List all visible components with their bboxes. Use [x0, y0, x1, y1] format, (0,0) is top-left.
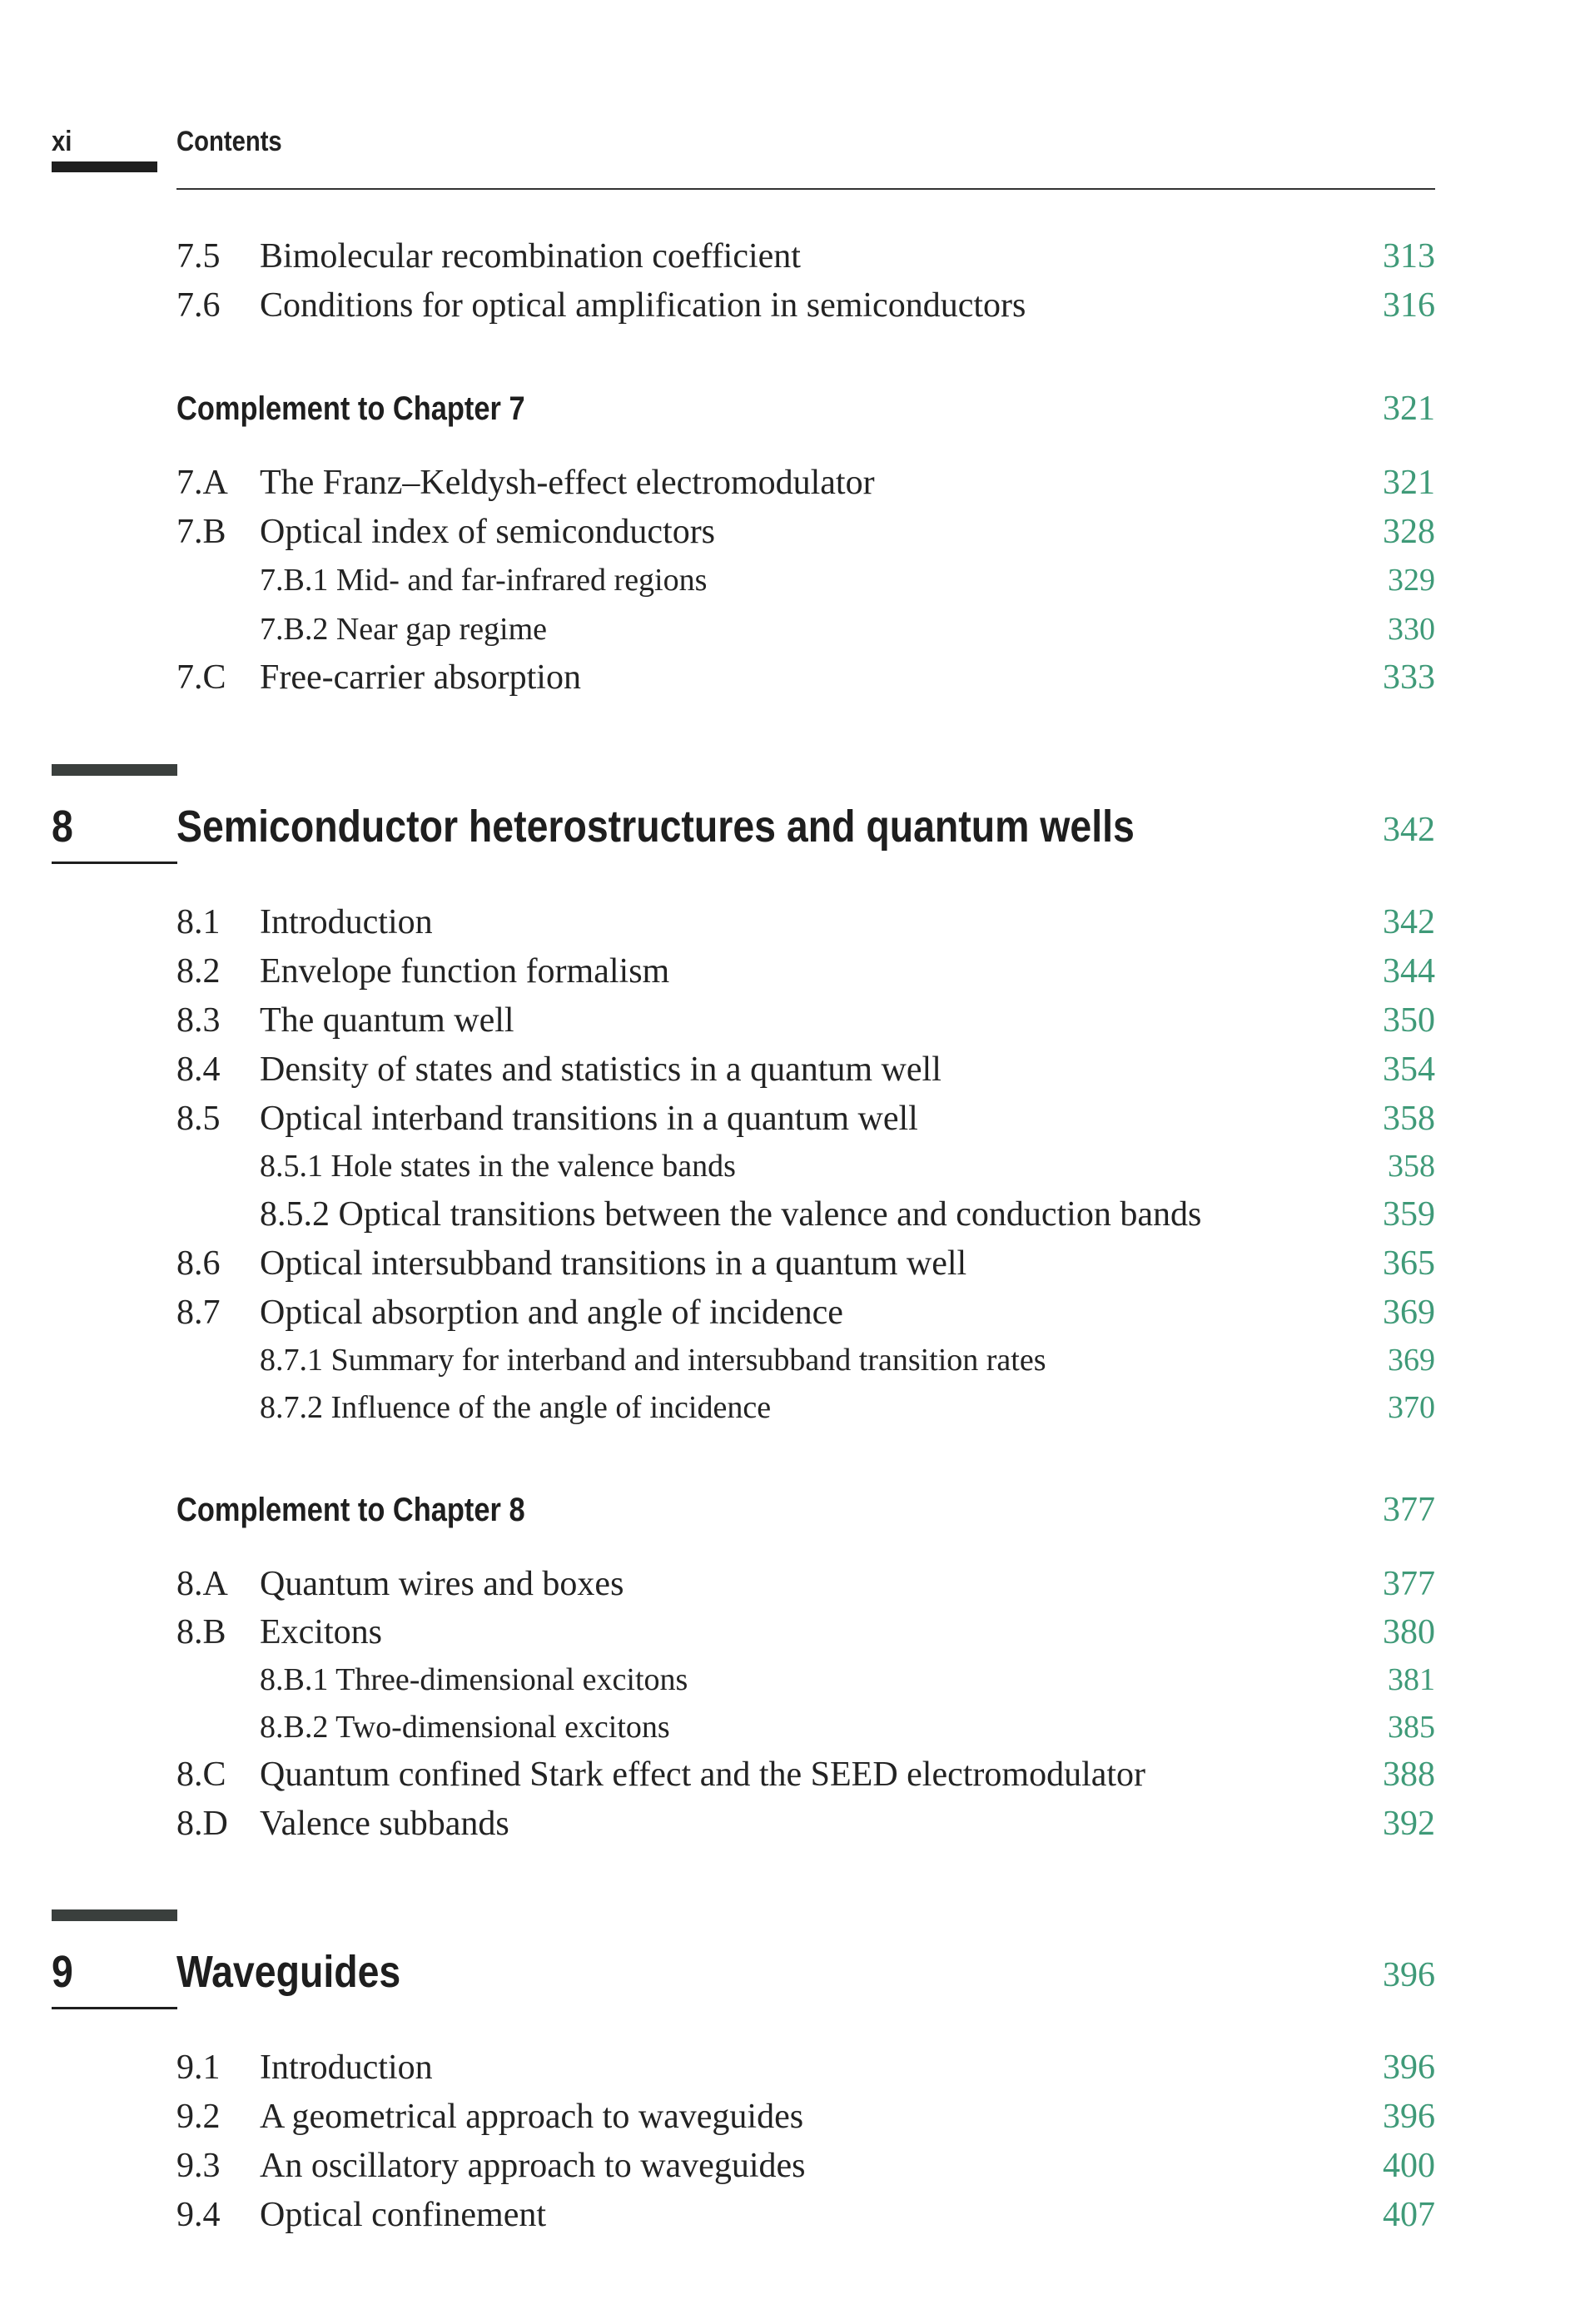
section-title: Introduction: [260, 903, 433, 941]
chapter-heading[interactable]: [52, 1943, 1435, 2001]
page-number[interactable]: 328: [1383, 513, 1435, 551]
section-number: 8.D: [176, 1805, 228, 1843]
section-number: 9.4: [176, 2196, 221, 2234]
subsection-title: 8.B.1 Three-dimensional excitons: [260, 1662, 688, 1697]
section-number: 7.5: [176, 237, 221, 276]
page-number[interactable]: 369: [1388, 1343, 1435, 1378]
header-rule: [176, 188, 1435, 190]
chapter-heading[interactable]: [52, 797, 1435, 856]
section-title: Quantum wires and boxes: [260, 1565, 624, 1603]
page-number[interactable]: 381: [1388, 1662, 1435, 1697]
page-number[interactable]: 380: [1383, 1613, 1435, 1651]
toc-entry[interactable]: [176, 1240, 1435, 1287]
section-number: 7.A: [176, 464, 228, 502]
toc-subentry[interactable]: [176, 1656, 1435, 1703]
section-title: Optical absorption and angle of incidence: [260, 1294, 843, 1332]
section-number: 8.5: [176, 1100, 221, 1138]
complement-title: Complement to Chapter 8: [176, 1492, 525, 1528]
section-title: Valence subbands: [260, 1805, 509, 1843]
section-title: The quantum well: [260, 1001, 514, 1040]
toc-entry[interactable]: [176, 899, 1435, 946]
page-number[interactable]: 388: [1383, 1755, 1435, 1794]
page-number[interactable]: 359: [1383, 1195, 1435, 1234]
complement-heading[interactable]: [176, 385, 1435, 432]
toc-entry[interactable]: [176, 997, 1435, 1044]
section-number: 7.B: [176, 513, 226, 551]
toc-subentry[interactable]: [176, 557, 1435, 603]
running-title: Contents: [176, 126, 282, 157]
section-title: Envelope function formalism: [260, 952, 670, 991]
chapter-bar: [52, 1909, 177, 1921]
chapter-underline: [52, 2007, 177, 2009]
page-number[interactable]: 407: [1383, 2196, 1435, 2234]
section-title: Optical confinement: [260, 2196, 547, 2234]
section-title: Quantum confined Stark effect and the SEED electromodulator: [260, 1755, 1146, 1794]
section-number: 8.4: [176, 1050, 221, 1089]
page-number[interactable]: 358: [1383, 1100, 1435, 1138]
page-number[interactable]: 358: [1388, 1149, 1435, 1184]
page-number[interactable]: 400: [1383, 2147, 1435, 2185]
page-number[interactable]: 342: [1383, 811, 1435, 849]
page-number[interactable]: 350: [1383, 1001, 1435, 1040]
section-number: 9.2: [176, 2098, 221, 2136]
page-number[interactable]: 396: [1383, 1956, 1435, 1994]
section-title: A geometrical approach to waveguides: [260, 2098, 804, 2136]
toc-entry[interactable]: [176, 1609, 1435, 1656]
toc-entry[interactable]: [176, 1800, 1435, 1847]
page-number[interactable]: 333: [1383, 658, 1435, 697]
toc-subentry[interactable]: [176, 1337, 1435, 1383]
chapter-title: Waveguides: [176, 1947, 401, 1997]
toc-entry[interactable]: [176, 1046, 1435, 1093]
subsection-title: 7.B.1 Mid- and far-infrared regions: [260, 563, 708, 598]
section-number: 7.C: [176, 658, 226, 697]
toc-entry[interactable]: [176, 2044, 1435, 2091]
section-title: Free-carrier absorption: [260, 658, 581, 697]
page-number[interactable]: 377: [1383, 1491, 1435, 1529]
chapter-underline: [52, 862, 177, 864]
page-number[interactable]: 330: [1388, 612, 1435, 647]
section-number: 9.3: [176, 2147, 221, 2185]
page-number[interactable]: 344: [1383, 952, 1435, 991]
toc-subentry[interactable]: [176, 606, 1435, 653]
section-number: 8.3: [176, 1001, 221, 1040]
toc-entry[interactable]: [176, 654, 1435, 701]
chapter-title: Semiconductor heterostructures and quantum wells: [176, 802, 1135, 852]
page-number[interactable]: 396: [1383, 2098, 1435, 2136]
page-number[interactable]: 396: [1383, 2048, 1435, 2087]
section-number: 8.1: [176, 903, 221, 941]
toc-subentry[interactable]: [176, 1704, 1435, 1750]
toc-entry[interactable]: [176, 2143, 1435, 2189]
toc-entry[interactable]: [176, 1561, 1435, 1607]
toc-entry[interactable]: [176, 282, 1435, 329]
page-number[interactable]: 329: [1388, 563, 1435, 598]
section-number: 8.B: [176, 1613, 226, 1651]
toc-entry[interactable]: [176, 2093, 1435, 2140]
section-number: 8.C: [176, 1755, 226, 1794]
toc-entry[interactable]: [176, 233, 1435, 280]
page-number[interactable]: 377: [1383, 1565, 1435, 1603]
subsection-title: 8.B.2 Two-dimensional excitons: [260, 1710, 670, 1745]
section-title: Optical interband transitions in a quantum well: [260, 1100, 918, 1138]
page-number[interactable]: 321: [1383, 464, 1435, 502]
toc-entry[interactable]: [176, 2192, 1435, 2238]
section-number: 9.1: [176, 2048, 221, 2087]
toc-entry[interactable]: [176, 948, 1435, 995]
toc-entry[interactable]: [176, 1289, 1435, 1336]
section-title: Conditions for optical amplification in semiconductors: [260, 286, 1026, 325]
page-number[interactable]: 385: [1388, 1710, 1435, 1745]
section-title: Excitons: [260, 1613, 382, 1651]
section-title: Density of states and statistics in a quantum well: [260, 1050, 942, 1089]
toc-subentry[interactable]: [176, 1384, 1435, 1431]
toc-subentry[interactable]: [176, 1191, 1435, 1238]
subsection-title: 8.7.2 Influence of the angle of incidence: [260, 1390, 772, 1425]
subsection-title: 8.7.1 Summary for interband and intersubband transition rates: [260, 1343, 1046, 1378]
folio-bar: [52, 161, 157, 172]
section-title: Introduction: [260, 2048, 433, 2087]
page-number[interactable]: 370: [1388, 1390, 1435, 1425]
chapter-number: 9: [52, 1947, 73, 1997]
chapter-bar: [52, 764, 177, 776]
page-number[interactable]: 342: [1383, 903, 1435, 941]
page-number[interactable]: 369: [1383, 1294, 1435, 1332]
toc-entry[interactable]: [176, 1095, 1435, 1142]
toc-entry[interactable]: [176, 459, 1435, 506]
page-number[interactable]: 365: [1383, 1244, 1435, 1283]
section-number: 7.6: [176, 286, 221, 325]
subsection-title: 7.B.2 Near gap regime: [260, 612, 548, 647]
section-title: The Franz–Keldysh-effect electromodulator: [260, 464, 875, 502]
page-number[interactable]: 313: [1383, 237, 1435, 276]
complement-heading[interactable]: [176, 1487, 1435, 1533]
page-number[interactable]: 321: [1383, 390, 1435, 428]
subsection-title: 8.5.1 Hole states in the valence bands: [260, 1149, 736, 1184]
toc-entry[interactable]: [176, 1751, 1435, 1798]
chapter-number: 8: [52, 802, 73, 852]
page-folio: xi: [52, 126, 72, 157]
section-title: Optical intersubband transitions in a quantum well: [260, 1244, 967, 1283]
toc-entry[interactable]: [176, 509, 1435, 555]
section-number: 8.7: [176, 1294, 221, 1332]
section-number: 8.6: [176, 1244, 221, 1283]
page-number[interactable]: 392: [1383, 1805, 1435, 1843]
page-number[interactable]: 354: [1383, 1050, 1435, 1089]
subsection-title: 8.5.2 Optical transitions between the valence and conduction bands: [260, 1195, 1202, 1234]
section-title: Optical index of semiconductors: [260, 513, 716, 551]
section-number: 8.2: [176, 952, 221, 991]
section-title: Bimolecular recombination coefficient: [260, 237, 801, 276]
toc-subentry[interactable]: [176, 1143, 1435, 1189]
complement-title: Complement to Chapter 7: [176, 390, 525, 427]
section-number: 8.A: [176, 1565, 228, 1603]
page-number[interactable]: 316: [1383, 286, 1435, 325]
section-title: An oscillatory approach to waveguides: [260, 2147, 806, 2185]
